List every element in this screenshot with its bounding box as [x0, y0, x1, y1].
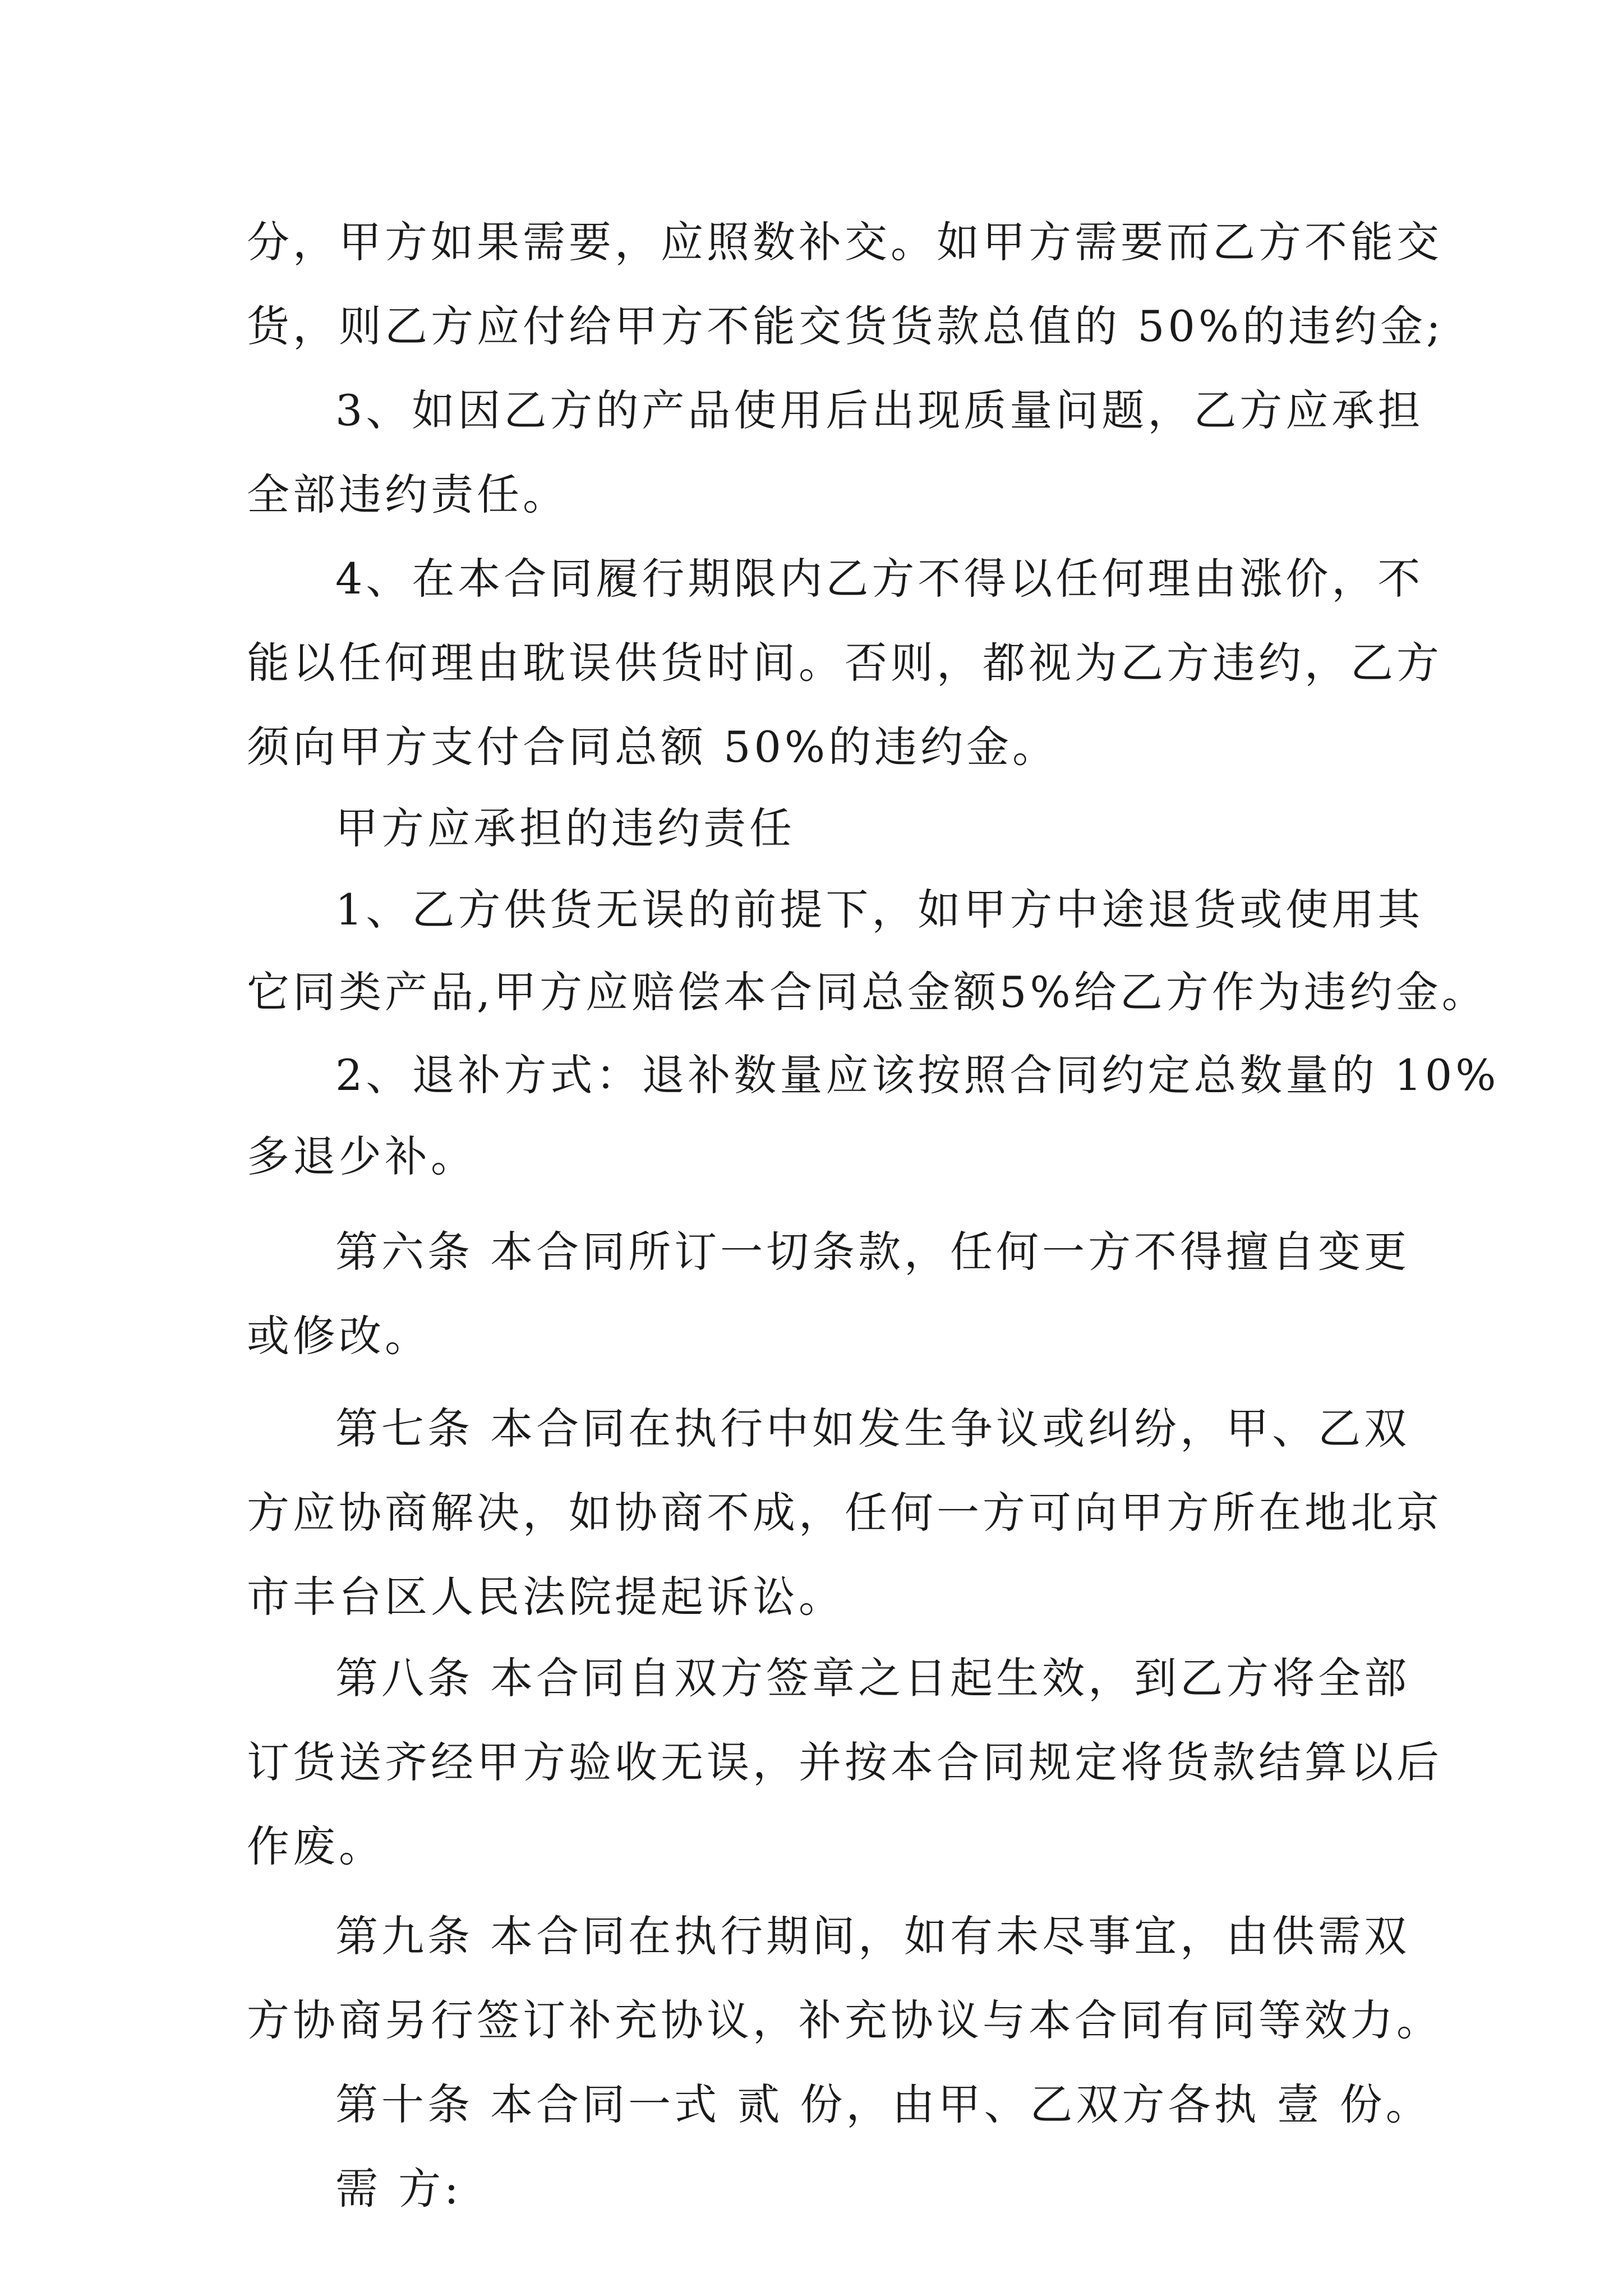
text-line: 第八条 本合同自双方签章之日起生效，到乙方将全部: [335, 1653, 1410, 1703]
text-line: 4、在本合同履行期限内乙方不得以任何理由涨价，不: [335, 554, 1424, 604]
text-line: 或修改。: [247, 1311, 431, 1361]
text-line: 订货送齐经甲方验收无误，并按本合同规定将货款结算以后: [247, 1737, 1442, 1787]
text-line: 2、退补方式：退补数量应该按照合同约定总数量的 10%: [335, 1050, 1500, 1100]
text-line: 它同类产品,甲方应赔偿本合同总金额5%给乙方作为违约金。: [247, 967, 1488, 1017]
text-line: 方协商另行签订补充协议，补充协议与本合同有同等效力。: [247, 1995, 1442, 2045]
text-line: 多退少补。: [247, 1131, 477, 1181]
text-line: 1、乙方供货无误的前提下，如甲方中途退货或使用其: [335, 885, 1424, 935]
text-line: 第十条 本合同一式 贰 份，由甲、乙双方各执 壹 份。: [335, 2079, 1432, 2129]
text-line: 作废。: [247, 1821, 385, 1871]
text-line: 第七条 本合同在执行中如发生争议或纠纷，甲、乙双: [335, 1404, 1410, 1453]
text-line: 第六条 本合同所订一切条款，任何一方不得擅自变更: [335, 1227, 1410, 1277]
section-heading: 甲方应承担的违约责任: [335, 803, 795, 853]
text-line: 3、如因乙方的产品使用后出现质量问题，乙方应承担: [335, 385, 1424, 435]
text-line: 货，则乙方应付给甲方不能交货货款总值的 50%的违约金;: [247, 301, 1444, 351]
text-line: 第九条 本合同在执行期间，如有未尽事宜，由供需双: [335, 1911, 1410, 1961]
text-line: 全部违约责任。: [247, 470, 569, 519]
text-line: 能以任何理由耽误供货时间。否则，都视为乙方违约，乙方: [247, 638, 1442, 688]
text-line: 市丰台区人民法院提起诉讼。: [247, 1572, 845, 1622]
signature-label: 需 方:: [335, 2164, 462, 2214]
text-line: 分，甲方如果需要，应照数补交。如甲方需要而乙方不能交: [247, 217, 1442, 267]
text-line: 方应协商解决，如协商不成，任何一方可向甲方所在地北京: [247, 1488, 1442, 1538]
text-line: 须向甲方支付合同总额 50%的违约金。: [247, 722, 1059, 772]
